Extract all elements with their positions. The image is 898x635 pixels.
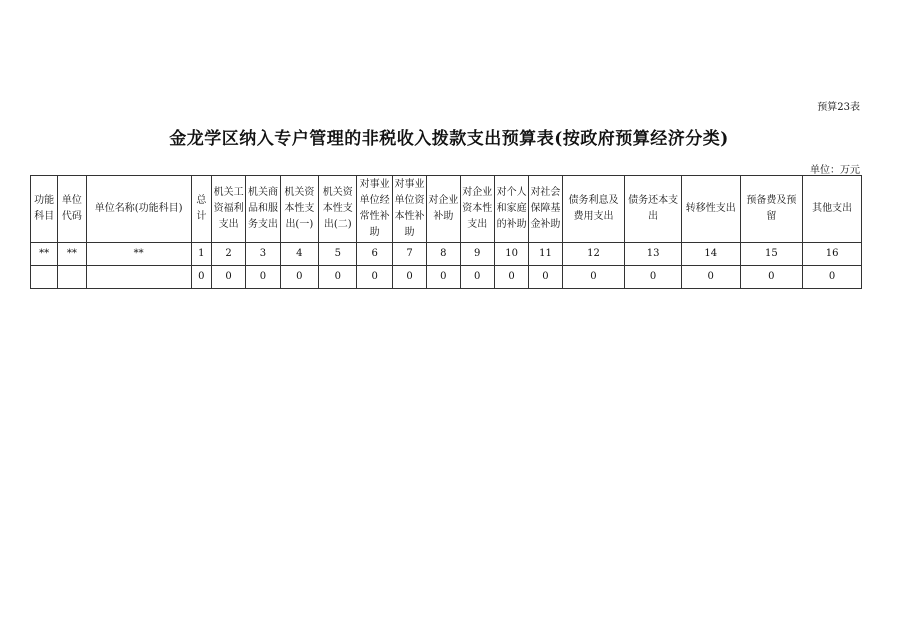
unit-label: 单位：万元 bbox=[810, 165, 860, 176]
table-number: 预算23表 bbox=[817, 102, 860, 113]
table-cell: 5 bbox=[319, 243, 357, 266]
table-cell bbox=[58, 266, 86, 289]
index-row bbox=[31, 243, 862, 266]
table-cell: 14 bbox=[681, 243, 740, 266]
col-header: 对个人和家庭的补助 bbox=[494, 176, 528, 243]
table-cell: 0 bbox=[357, 266, 392, 289]
table-cell: 0 bbox=[803, 266, 862, 289]
col-header: 对企业资本性支出 bbox=[460, 176, 494, 243]
table-cell: 15 bbox=[740, 243, 803, 266]
col-header: 功能科目 bbox=[31, 176, 58, 243]
table-cell: 11 bbox=[529, 243, 562, 266]
table-cell: 0 bbox=[529, 266, 562, 289]
col-header: 对企业补助 bbox=[427, 176, 460, 243]
table-cell: 1 bbox=[191, 243, 211, 266]
col-header: 单位代码 bbox=[58, 176, 86, 243]
table-cell bbox=[31, 266, 58, 289]
table-cell: 0 bbox=[392, 266, 426, 289]
col-header: 债务还本支出 bbox=[625, 176, 682, 243]
table-cell: 0 bbox=[211, 266, 245, 289]
table-cell: 0 bbox=[740, 266, 803, 289]
table-cell: 0 bbox=[319, 266, 357, 289]
table-cell: 0 bbox=[427, 266, 460, 289]
table-cell: 7 bbox=[392, 243, 426, 266]
header-row bbox=[31, 176, 862, 243]
page-title: 金龙学区纳入专户管理的非税收入拨款支出预算表(按政府预算经济分类) bbox=[169, 129, 729, 149]
table-cell: 3 bbox=[246, 243, 280, 266]
table-cell: ** bbox=[58, 243, 86, 266]
table-cell: 0 bbox=[625, 266, 682, 289]
col-header: 机关资本性支出(二) bbox=[319, 176, 357, 243]
col-header: 单位名称(功能科目) bbox=[86, 176, 191, 243]
table-cell: 0 bbox=[562, 266, 625, 289]
table-cell: 9 bbox=[460, 243, 494, 266]
col-header: 预备费及预留 bbox=[740, 176, 803, 243]
col-header: 债务利息及费用支出 bbox=[562, 176, 625, 243]
table-cell: 10 bbox=[494, 243, 528, 266]
table-cell: 6 bbox=[357, 243, 392, 266]
table-cell: 0 bbox=[280, 266, 318, 289]
table-cell: 4 bbox=[280, 243, 318, 266]
table-row bbox=[31, 266, 862, 289]
col-header: 总计 bbox=[191, 176, 211, 243]
col-header: 转移性支出 bbox=[681, 176, 740, 243]
table-cell: 0 bbox=[681, 266, 740, 289]
col-header: 对事业单位经常性补助 bbox=[357, 176, 392, 243]
col-header: 对事业单位资本性补助 bbox=[392, 176, 426, 243]
table-cell: ** bbox=[86, 243, 191, 266]
table-cell: 0 bbox=[191, 266, 211, 289]
col-header: 机关商品和服务支出 bbox=[246, 176, 280, 243]
table-cell: 16 bbox=[803, 243, 862, 266]
table-cell: ** bbox=[31, 243, 58, 266]
col-header: 其他支出 bbox=[803, 176, 862, 243]
budget-table bbox=[30, 175, 862, 289]
table-cell: 0 bbox=[460, 266, 494, 289]
table-cell: 2 bbox=[211, 243, 245, 266]
table-cell: 12 bbox=[562, 243, 625, 266]
table-cell: 0 bbox=[494, 266, 528, 289]
col-header: 对社会保障基金补助 bbox=[529, 176, 562, 243]
table-cell: 8 bbox=[427, 243, 460, 266]
col-header: 机关工资福利支出 bbox=[211, 176, 245, 243]
col-header: 机关资本性支出(一) bbox=[280, 176, 318, 243]
table-cell bbox=[86, 266, 191, 289]
table-cell: 0 bbox=[246, 266, 280, 289]
table-cell: 13 bbox=[625, 243, 682, 266]
